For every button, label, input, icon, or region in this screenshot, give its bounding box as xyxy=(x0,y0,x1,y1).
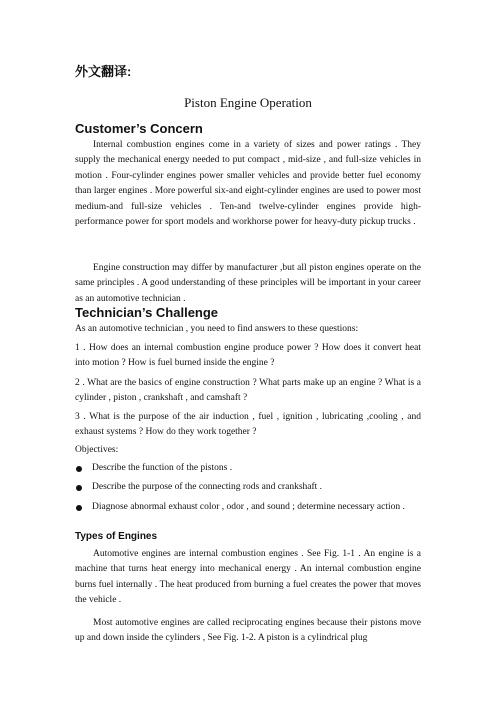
section-heading-customer-concern: Customer’s Concern xyxy=(75,121,203,136)
question-1: 1 . How does an internal combustion engine produce power ? How does it convert heat into motion ? How is fuel burned inside the engine ? xyxy=(75,343,421,369)
objectives-label: Objectives: xyxy=(75,445,119,455)
bullet-dot-icon xyxy=(76,466,82,472)
paragraph-types-1: Automotive engines are internal combustion engines . See Fig. 1-1 . An engine is a machine that turns heat energy into mechanical energy . An internal combustion engine burns fuel internally . The heat produced from burning a fuel creates the power that moves the vehicle . xyxy=(75,549,421,606)
section-heading-types-of-engines: Types of Engines xyxy=(75,531,158,542)
list-item xyxy=(75,461,421,476)
paragraph-concern-1: Internal combustion engines come in a variety of sizes and power ratings . They supply the mechanical energy needed to put compact , mid-size , and full-size vehicles in motion . Four-cylinder engines power smaller vehicles and provide better fuel economy than larger engines . More powerful six-and eight-cylinder engines are used to power most medium-and full-size vehicles . Ten-and twelve-cylinder engines provide high-performance power for sport models and workhorse power for heavy-duty pickup trucks . xyxy=(75,140,421,228)
document-title: Piston Engine Operation xyxy=(184,95,312,110)
list-item xyxy=(75,480,421,495)
objective-text: Diagnose abnormal exhaust color , odor , and sound ; determine necessary action . xyxy=(92,501,405,512)
section-heading-technician-challenge: Technician’s Challenge xyxy=(75,305,219,320)
list-item xyxy=(75,500,421,515)
objectives-list xyxy=(75,461,421,515)
question-2: 2 . What are the basics of engine construction ? What parts make up an engine ? What is a cylinder , piston , crankshaft , and camshaft ? xyxy=(75,378,421,404)
challenge-intro: As an automotive technician , you need to find answers to these questions: xyxy=(75,324,359,334)
paragraph-types-2: Most automotive engines are called reciprocating engines because their pistons move up and down inside the cylinders , See Fig. 1-2. A piston is a cylindrical plug xyxy=(75,618,421,644)
paragraph-concern-2: Engine construction may differ by manufacturer ,but all piston engines operate on the same principles . A good understanding of these principles will be important in your career as an automotive technician . xyxy=(75,263,421,304)
translation-heading: 外文翻译: xyxy=(75,64,132,79)
bullet-dot-icon xyxy=(76,485,82,491)
question-3: 3 . What is the purpose of the air induction , fuel , ignition , lubricating ,cooling , and exhaust systems ? How do they work together ? xyxy=(75,412,421,438)
bullet-dot-icon xyxy=(76,505,82,511)
objective-text: Describe the function of the pistons . xyxy=(92,463,233,473)
objective-text: Describe the purpose of the connecting rods and crankshaft . xyxy=(92,482,323,493)
